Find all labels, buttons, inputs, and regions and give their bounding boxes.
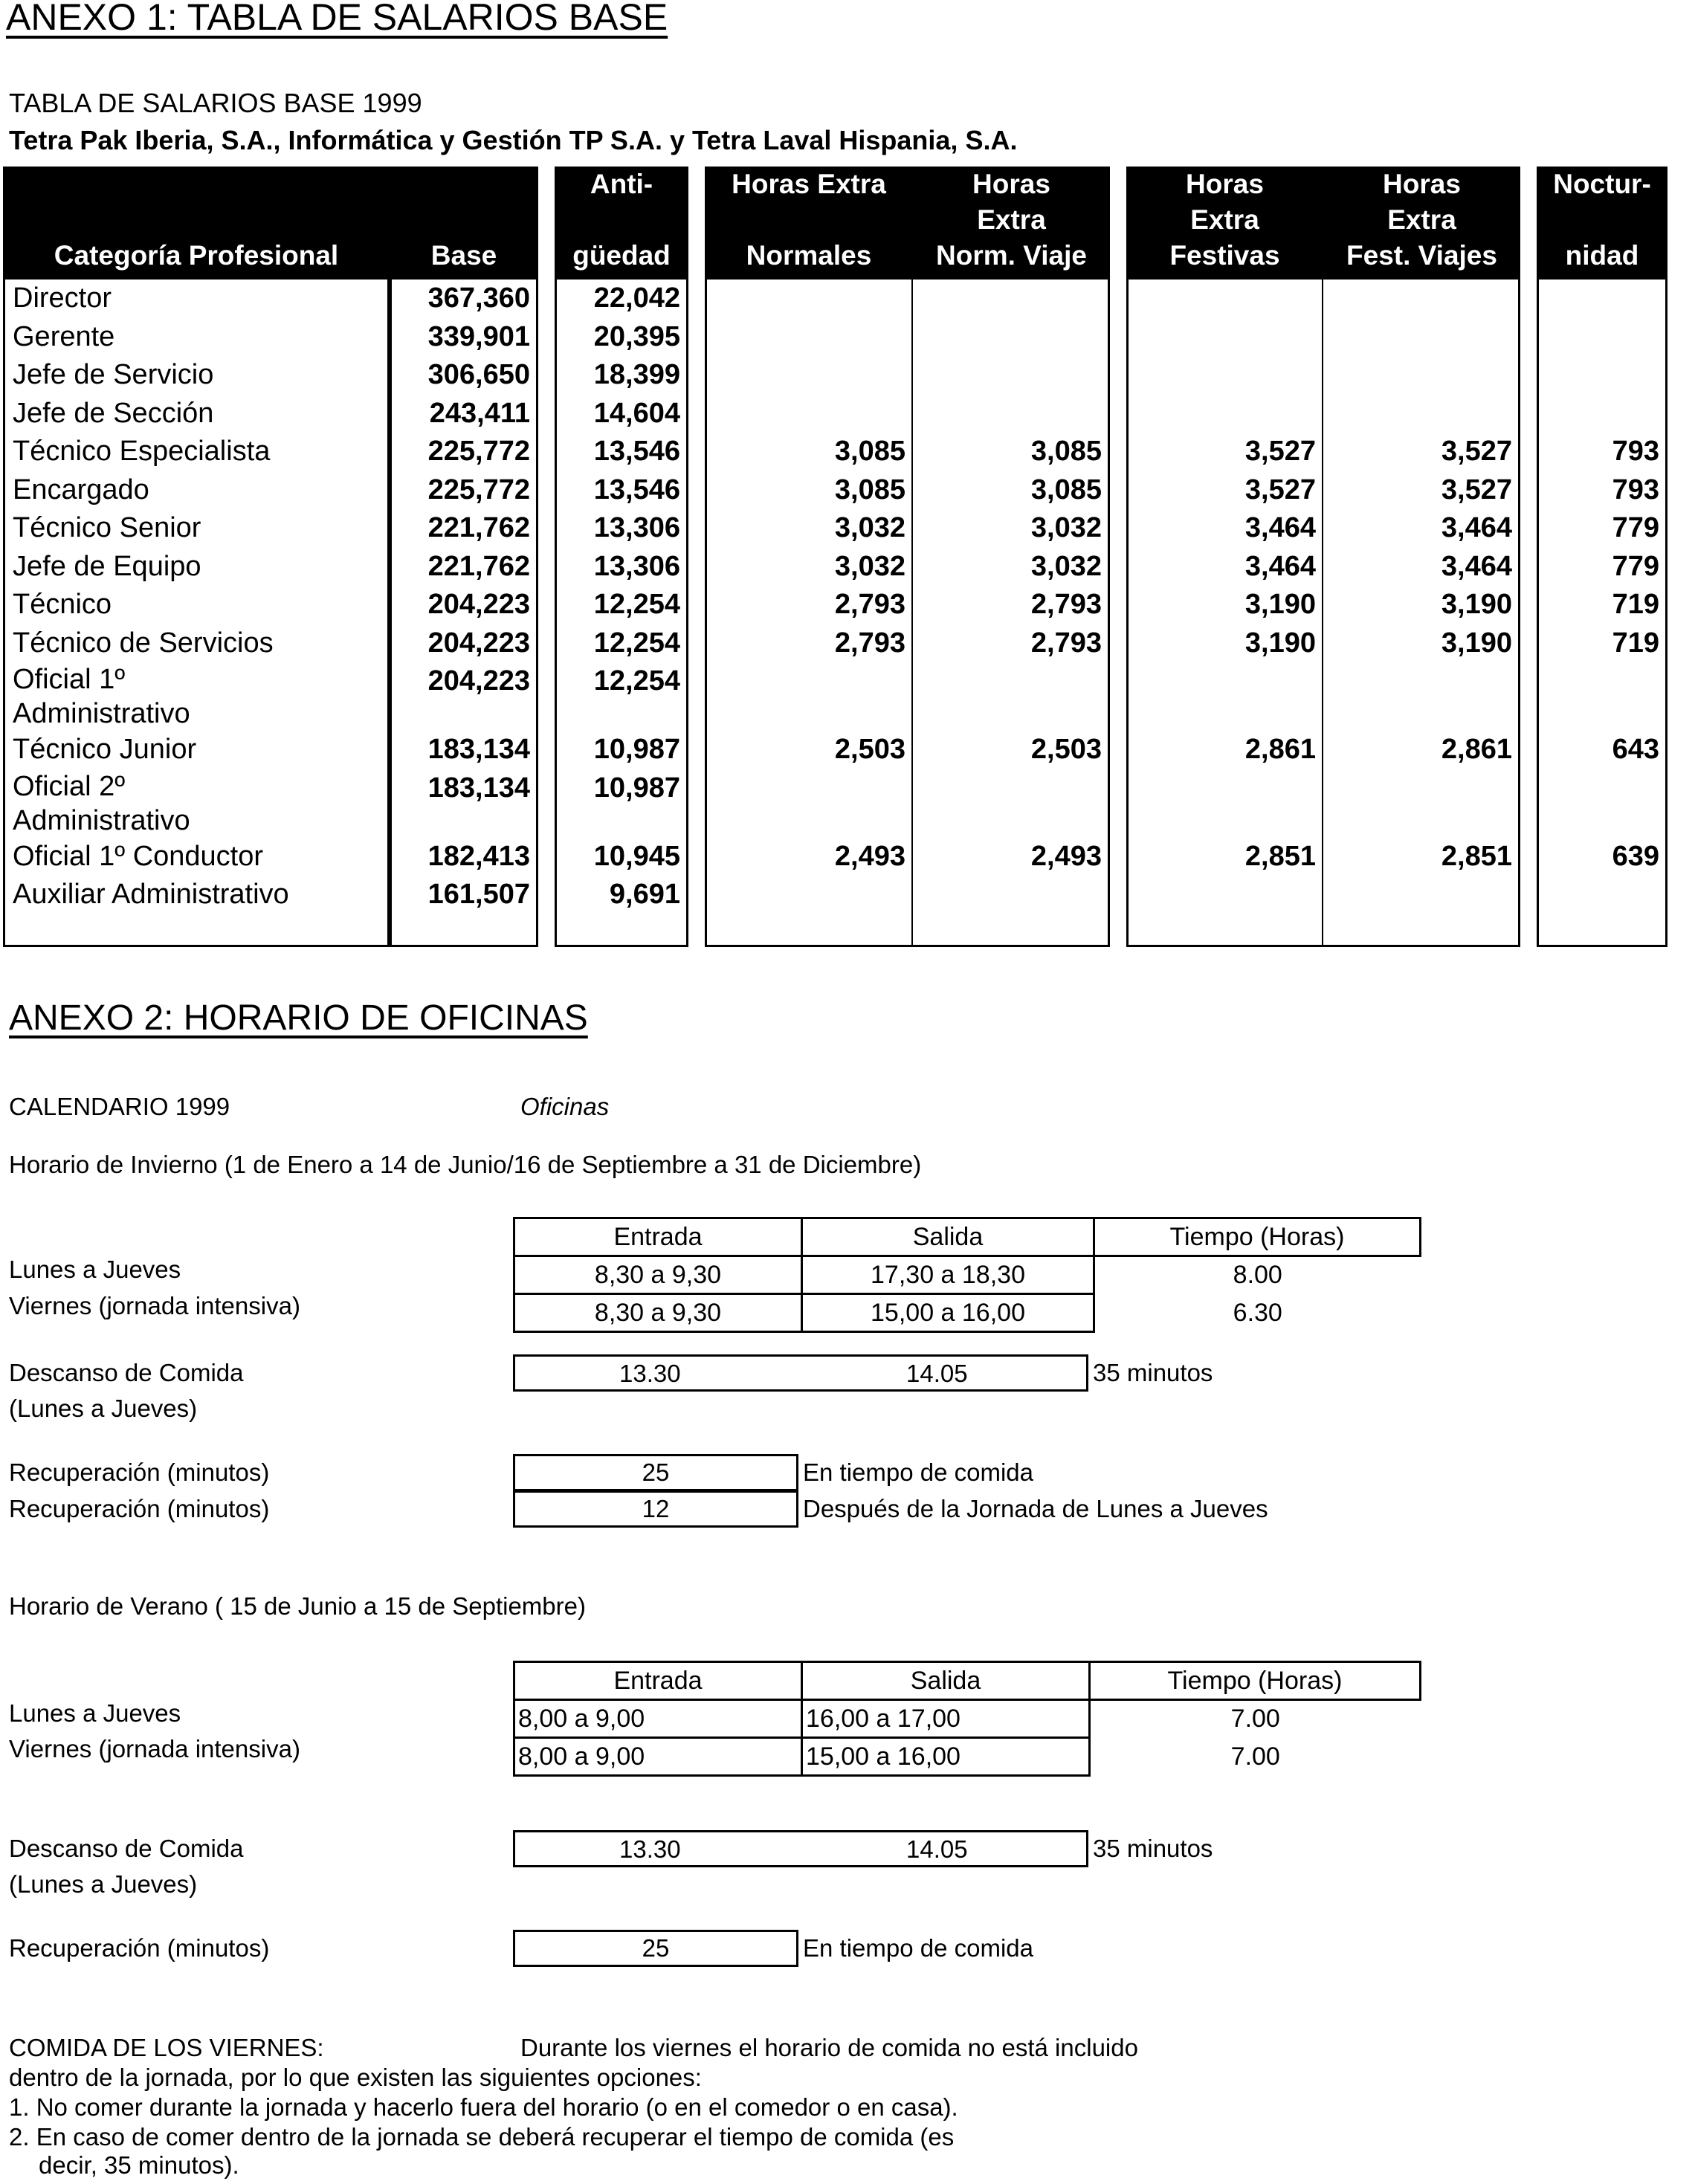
verano-col-tiempo: Tiempo (Horas) (1090, 1662, 1421, 1700)
invierno-recup2-desc: Después de la Jornada de Lunes a Jueves (803, 1495, 1268, 1522)
categoria-text-cont: Administrativo (13, 698, 190, 729)
cell-horas-normales: 3,032 (705, 509, 913, 548)
categoria-text: Director (13, 282, 112, 314)
cell-antiguedad: 12,254 (555, 662, 688, 731)
table-row (3, 395, 1667, 433)
cell-categoria (3, 356, 390, 395)
cell-categoria (3, 395, 390, 433)
invierno-row1-tiempo: 8.00 (1233, 1261, 1282, 1290)
cell-horas-festivas: 2,861 (1126, 731, 1323, 769)
cell-base: 339,901 (390, 318, 538, 357)
categoria-text: Oficial 1º (13, 664, 126, 695)
cell-nocturnidad (1537, 662, 1667, 731)
cell-categoria (3, 876, 390, 947)
cell-horas-norm-viaje: 3,032 (913, 548, 1110, 587)
cell-base: 183,134 (390, 769, 538, 838)
cell-horas-norm-viaje: 2,793 (913, 586, 1110, 624)
verano-descanso-inicio: 13.30 (619, 1835, 681, 1863)
invierno-row2-entrada: 8,30 a 9,30 (514, 1294, 802, 1332)
categoria-text: Jefe de Sección (13, 397, 214, 429)
categoria-text: Oficial 2º (13, 770, 126, 802)
comida-viernes-line2: dentro de la jornada, por lo que existen las siguientes opciones: (9, 2064, 702, 2091)
invierno-descanso-label: Descanso de Comida (9, 1359, 244, 1386)
invierno-col-salida: Salida (802, 1218, 1094, 1256)
cell-horas-norm-viaje (913, 395, 1110, 433)
verano-descanso-sublabel: (Lunes a Jueves) (9, 1870, 198, 1898)
verano-row1-label: Lunes a Jueves (9, 1699, 181, 1727)
cell-categoria (3, 509, 390, 548)
cell-base: 204,223 (390, 662, 538, 731)
cell-antiguedad: 12,254 (555, 586, 688, 624)
verano-row2-entrada: 8,00 a 9,00 (514, 1738, 802, 1776)
categoria-text: Gerente (13, 320, 115, 352)
cell-base: 221,762 (390, 509, 538, 548)
cell-antiguedad: 13,306 (555, 548, 688, 587)
verano-col-salida: Salida (802, 1662, 1090, 1700)
cell-base: 221,762 (390, 548, 538, 587)
invierno-row2-label: Viernes (jornada intensiva) (9, 1292, 300, 1319)
invierno-row2-tiempo: 6.30 (1233, 1298, 1282, 1327)
cell-horas-fest-viajes: 2,861 (1323, 731, 1520, 769)
cell-horas-normales: 3,032 (705, 548, 913, 587)
comida-viernes-line1: Durante los viernes el horario de comida no está incluido (520, 2034, 1138, 2061)
verano-col-entrada: Entrada (514, 1662, 802, 1700)
invierno-schedule-table (513, 1217, 1421, 1333)
cell-horas-normales: 2,503 (705, 731, 913, 769)
cell-horas-fest-viajes (1323, 876, 1520, 947)
table-row (3, 662, 1667, 731)
cell-horas-fest-viajes (1323, 769, 1520, 838)
cell-base: 182,413 (390, 838, 538, 876)
cell-horas-normales (705, 395, 913, 433)
cell-horas-norm-viaje: 2,503 (913, 731, 1110, 769)
cell-horas-festivas: 3,527 (1126, 471, 1323, 510)
cell-horas-festivas: 3,464 (1126, 548, 1323, 587)
table-row (3, 876, 1667, 947)
cell-horas-fest-viajes: 3,464 (1323, 509, 1520, 548)
cell-horas-fest-viajes: 2,851 (1323, 838, 1520, 876)
header-horas-extra-fest-viajes: Horas Extra Fest. Viajes (1323, 167, 1520, 280)
cell-base: 367,360 (390, 280, 538, 318)
header-base: Base (390, 167, 538, 280)
cell-categoria (3, 662, 390, 731)
calendario-label: CALENDARIO 1999 (9, 1093, 230, 1120)
cell-antiguedad: 10,987 (555, 769, 688, 838)
invierno-descanso-duracion: 35 minutos (1093, 1359, 1213, 1386)
cell-horas-fest-viajes (1323, 280, 1520, 318)
cell-horas-festivas: 2,851 (1126, 838, 1323, 876)
cell-nocturnidad: 779 (1537, 548, 1667, 587)
cell-horas-norm-viaje: 3,032 (913, 509, 1110, 548)
cell-nocturnidad (1537, 769, 1667, 838)
table-row (3, 624, 1667, 663)
cell-categoria (3, 548, 390, 587)
cell-horas-normales: 3,085 (705, 433, 913, 471)
cell-horas-festivas (1126, 662, 1323, 731)
comida-viernes-label: COMIDA DE LOS VIERNES: (9, 2034, 324, 2061)
verano-recup-desc: En tiempo de comida (803, 1934, 1034, 1962)
header-categoria: Categoría Profesional (3, 167, 390, 280)
cell-nocturnidad: 643 (1537, 731, 1667, 769)
cell-horas-fest-viajes: 3,190 (1323, 586, 1520, 624)
cell-categoria (3, 838, 390, 876)
table-row (3, 838, 1667, 876)
verano-descanso-fin: 14.05 (906, 1835, 968, 1863)
cell-base: 161,507 (390, 876, 538, 947)
cell-horas-norm-viaje: 3,085 (913, 433, 1110, 471)
cell-horas-norm-viaje (913, 876, 1110, 947)
categoria-text: Técnico Senior (13, 512, 201, 543)
verano-row1-salida: 16,00 a 17,00 (802, 1700, 1090, 1738)
categoria-text: Oficial 1º Conductor (13, 840, 264, 872)
cell-horas-normales (705, 769, 913, 838)
anexo1-title: ANEXO 1: TABLA DE SALARIOS BASE (6, 0, 668, 38)
cell-antiguedad: 10,987 (555, 731, 688, 769)
comida-viernes-option2: 2. En caso de comer dentro de la jornada se deberá recuperar el tiempo de comida (es (9, 2123, 955, 2151)
verano-row1-entrada: 8,00 a 9,00 (514, 1700, 802, 1738)
categoria-text-cont: Administrativo (13, 804, 190, 836)
cell-horas-festivas (1126, 356, 1323, 395)
cell-horas-norm-viaje (913, 356, 1110, 395)
invierno-col-tiempo: Tiempo (Horas) (1094, 1218, 1421, 1256)
cell-horas-fest-viajes: 3,527 (1323, 471, 1520, 510)
header-horas-extra-normales: Horas Extra Normales (705, 167, 913, 280)
cell-nocturnidad: 719 (1537, 624, 1667, 663)
cell-horas-fest-viajes: 3,190 (1323, 624, 1520, 663)
table-row (3, 471, 1667, 510)
cell-antiguedad: 22,042 (555, 280, 688, 318)
cell-antiguedad: 12,254 (555, 624, 688, 663)
verano-row2-tiempo: 7.00 (1230, 1742, 1280, 1771)
verano-row2-label: Viernes (jornada intensiva) (9, 1735, 300, 1763)
categoria-text: Auxiliar Administrativo (13, 879, 289, 910)
invierno-row2-salida: 15,00 a 16,00 (802, 1294, 1094, 1332)
cell-horas-festivas: 3,190 (1126, 586, 1323, 624)
oficinas-label: Oficinas (520, 1093, 610, 1120)
cell-horas-norm-viaje: 3,085 (913, 471, 1110, 510)
cell-antiguedad: 9,691 (555, 876, 688, 947)
cell-nocturnidad (1537, 876, 1667, 947)
categoria-text: Técnico Especialista (13, 436, 271, 467)
cell-horas-festivas: 3,190 (1126, 624, 1323, 663)
cell-horas-festivas (1126, 769, 1323, 838)
cell-horas-normales: 3,085 (705, 471, 913, 510)
cell-horas-fest-viajes (1323, 356, 1520, 395)
cell-base: 183,134 (390, 731, 538, 769)
table-row (3, 586, 1667, 624)
verano-heading: Horario de Verano ( 15 de Junio a 15 de Septiembre) (9, 1592, 586, 1620)
invierno-row1-entrada: 8,30 a 9,30 (514, 1256, 802, 1294)
cell-horas-normales (705, 662, 913, 731)
cell-antiguedad: 13,546 (555, 471, 688, 510)
invierno-recup1-box: 25 (513, 1454, 798, 1491)
salary-table (3, 167, 1667, 947)
categoria-text: Técnico (13, 589, 112, 620)
cell-horas-norm-viaje: 2,793 (913, 624, 1110, 663)
cell-base: 306,650 (390, 356, 538, 395)
categoria-text: Técnico de Servicios (13, 627, 274, 659)
cell-nocturnidad (1537, 318, 1667, 357)
verano-descanso-label: Descanso de Comida (9, 1835, 244, 1862)
cell-base: 225,772 (390, 433, 538, 471)
cell-horas-festivas (1126, 876, 1323, 947)
invierno-heading: Horario de Invierno (1 de Enero a 14 de Junio/16 de Septiembre a 31 de Diciembre) (9, 1151, 922, 1178)
cell-nocturnidad: 639 (1537, 838, 1667, 876)
cell-antiguedad: 13,306 (555, 509, 688, 548)
table-row (3, 356, 1667, 395)
verano-recup-box: 25 (513, 1930, 798, 1967)
table-row (3, 318, 1667, 357)
cell-base: 204,223 (390, 586, 538, 624)
cell-horas-fest-viajes (1323, 395, 1520, 433)
cell-horas-normales (705, 876, 913, 947)
cell-horas-festivas: 3,464 (1126, 509, 1323, 548)
invierno-recup2-label: Recuperación (minutos) (9, 1495, 270, 1522)
cell-categoria (3, 280, 390, 318)
cell-antiguedad: 10,945 (555, 838, 688, 876)
table-row (3, 731, 1667, 769)
cell-horas-festivas (1126, 395, 1323, 433)
cell-categoria (3, 586, 390, 624)
invierno-row1-label: Lunes a Jueves (9, 1256, 181, 1283)
cell-nocturnidad: 719 (1537, 586, 1667, 624)
cell-horas-norm-viaje: 2,493 (913, 838, 1110, 876)
comida-viernes-option2-cont: decir, 35 minutos). (39, 2151, 239, 2179)
verano-row2-salida: 15,00 a 16,00 (802, 1738, 1090, 1776)
header-antiguedad: Anti- güedad (555, 167, 688, 280)
header-horas-extra-festivas: Horas Extra Festivas (1126, 167, 1323, 280)
verano-descanso-duracion: 35 minutos (1093, 1835, 1213, 1862)
cell-horas-normales (705, 280, 913, 318)
verano-recup-label: Recuperación (minutos) (9, 1934, 270, 1962)
cell-base: 204,223 (390, 624, 538, 663)
cell-horas-normales: 2,793 (705, 586, 913, 624)
cell-categoria (3, 471, 390, 510)
comida-viernes-option1: 1. No comer durante la jornada y hacerlo fuera del horario (o en el comedor o en casa). (9, 2093, 958, 2121)
invierno-descanso-inicio: 13.30 (619, 1360, 681, 1387)
cell-nocturnidad (1537, 280, 1667, 318)
cell-horas-festivas (1126, 280, 1323, 318)
cell-horas-norm-viaje (913, 318, 1110, 357)
cell-nocturnidad: 779 (1537, 509, 1667, 548)
cell-categoria (3, 318, 390, 357)
invierno-recup1-label: Recuperación (minutos) (9, 1458, 270, 1486)
table-row (3, 509, 1667, 548)
cell-horas-fest-viajes: 3,527 (1323, 433, 1520, 471)
categoria-text: Encargado (13, 474, 149, 505)
invierno-col-entrada: Entrada (514, 1218, 802, 1256)
cell-horas-norm-viaje (913, 662, 1110, 731)
cell-horas-festivas: 3,527 (1126, 433, 1323, 471)
cell-antiguedad: 14,604 (555, 395, 688, 433)
cell-horas-normales: 2,793 (705, 624, 913, 663)
cell-nocturnidad: 793 (1537, 433, 1667, 471)
cell-horas-normales (705, 356, 913, 395)
cell-nocturnidad (1537, 395, 1667, 433)
invierno-recup1-desc: En tiempo de comida (803, 1458, 1034, 1486)
cell-nocturnidad: 793 (1537, 471, 1667, 510)
cell-horas-norm-viaje (913, 280, 1110, 318)
header-nocturnidad: Noctur- nidad (1537, 167, 1667, 280)
cell-antiguedad: 13,546 (555, 433, 688, 471)
cell-horas-normales: 2,493 (705, 838, 913, 876)
cell-horas-normales (705, 318, 913, 357)
categoria-text: Jefe de Equipo (13, 550, 201, 582)
cell-horas-norm-viaje (913, 769, 1110, 838)
table-row (3, 280, 1667, 318)
categoria-text: Técnico Junior (13, 734, 197, 765)
cell-categoria (3, 624, 390, 663)
cell-horas-fest-viajes (1323, 318, 1520, 357)
salary-table-subtitle: TABLA DE SALARIOS BASE 1999 (9, 88, 422, 118)
cell-antiguedad: 18,399 (555, 356, 688, 395)
companies-line: Tetra Pak Iberia, S.A., Informática y Gestión TP S.A. y Tetra Laval Hispania, S.A. (9, 125, 1018, 155)
invierno-recup2-box: 12 (513, 1490, 798, 1528)
cell-nocturnidad (1537, 356, 1667, 395)
cell-base: 243,411 (390, 395, 538, 433)
categoria-text: Jefe de Servicio (13, 359, 214, 390)
table-row (3, 548, 1667, 587)
invierno-descanso-fin: 14.05 (906, 1360, 968, 1387)
invierno-descanso-sublabel: (Lunes a Jueves) (9, 1395, 198, 1422)
invierno-descanso-box (513, 1354, 1088, 1392)
invierno-row1-salida: 17,30 a 18,30 (802, 1256, 1094, 1294)
verano-descanso-box (513, 1830, 1088, 1867)
cell-categoria (3, 769, 390, 838)
cell-horas-fest-viajes (1323, 662, 1520, 731)
verano-row1-tiempo: 7.00 (1230, 1705, 1280, 1734)
anexo2-title: ANEXO 2: HORARIO DE OFICINAS (9, 998, 588, 1038)
cell-horas-festivas (1126, 318, 1323, 357)
header-horas-extra-norm-viaje: Horas Extra Norm. Viaje (913, 167, 1110, 280)
cell-horas-fest-viajes: 3,464 (1323, 548, 1520, 587)
cell-antiguedad: 20,395 (555, 318, 688, 357)
cell-base: 225,772 (390, 471, 538, 510)
cell-categoria (3, 731, 390, 769)
verano-schedule-table (513, 1661, 1421, 1777)
cell-categoria (3, 433, 390, 471)
table-row (3, 433, 1667, 471)
table-row (3, 769, 1667, 838)
